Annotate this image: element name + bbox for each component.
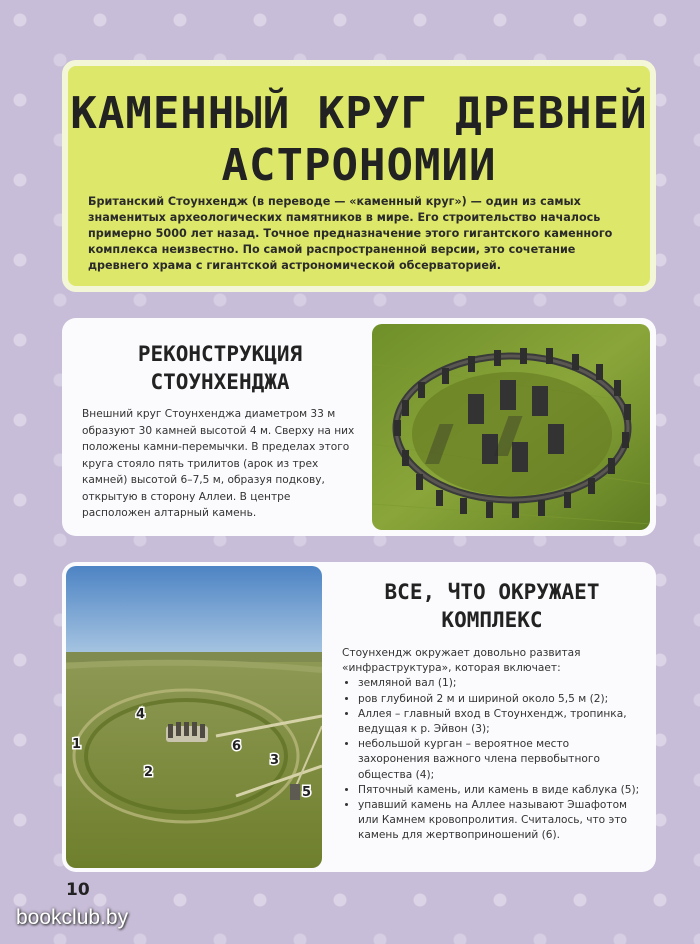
page-title <box>68 88 650 192</box>
surroundings-lead: Стоунхендж окружает довольно развитая «инфраструктура», которая включает: <box>342 647 581 675</box>
intro-paragraph: Британский Стоунхендж (в переводе — «каменный круг») — один из самых знаменитых археологических памятников в мире. Его строительство началось примерно 5000 лет назад. Точное предназначение этого гигантского каменного комплекса неизвестно. По самой распространенной версии, это сочетание древнего храма с гигантской астрономической обсерваторией. <box>88 195 613 272</box>
photo-label-3: 3 <box>270 753 280 768</box>
surroundings-list <box>342 676 642 843</box>
list-item: • земляной вал (1); <box>358 676 642 691</box>
surroundings-text <box>342 646 642 844</box>
reconstruction-title-line2: СТОУНХЕНДЖА <box>150 370 290 394</box>
list-item: • упавший камень на Аллее называют Эшафотом или Камнем кровопролития. Считалось, что это камень для жертвоприношений (6). <box>358 798 642 844</box>
reconstruction-panel <box>62 318 656 536</box>
stonehenge-reconstruction-photo <box>372 324 650 530</box>
surroundings-panel <box>62 562 656 872</box>
surroundings-title <box>332 578 652 634</box>
photo-label-4: 4 <box>136 707 146 722</box>
photo-label-6: 6 <box>232 739 242 754</box>
reconstruction-title-line1: РЕКОНСТРУКЦИЯ <box>137 342 303 366</box>
list-item: • Пяточный камень, или камень в виде каблука (5); <box>358 783 642 798</box>
list-item: • ров глубиной 2 м и шириной около 5,5 м (2); <box>358 692 642 707</box>
surroundings-title-line1: ВСЕ, ЧТО ОКРУЖАЕТ <box>384 580 600 604</box>
list-item: • небольшой курган – вероятное место захоронения важного члена первобытного общества (4); <box>358 737 642 783</box>
page-title-line1: КАМЕННЫЙ КРУГ ДРЕВНЕЙ <box>70 88 648 139</box>
list-item: • Аллея – главный вход в Стоунхендж, тропинка, ведущая к р. Эйвон (3); <box>358 707 642 737</box>
title-panel <box>62 60 656 292</box>
reconstruction-title <box>70 340 370 396</box>
reconstruction-text: Внешний круг Стоунхенджа диаметром 33 м образуют 30 камней высотой 4 м. Сверху на них положены камни-перемычки. В пределах этого круга стояло пять трилитов (арок из трех камней) высотой 6–7,5 м, образуя подкову, открытую в сторону Аллеи. В центре расположен алтарный камень. <box>82 408 355 519</box>
surroundings-title-line2: КОМПЛЕКС <box>441 608 543 632</box>
photo-label-1: 1 <box>72 737 82 752</box>
stonehenge-aerial-photo <box>66 566 322 868</box>
page-title-line2: АСТРОНОМИИ <box>221 140 497 191</box>
page-number: 10 <box>66 880 90 900</box>
watermark: bookclub.by <box>16 906 129 929</box>
photo-label-2: 2 <box>144 765 154 780</box>
photo-label-5: 5 <box>302 785 312 800</box>
